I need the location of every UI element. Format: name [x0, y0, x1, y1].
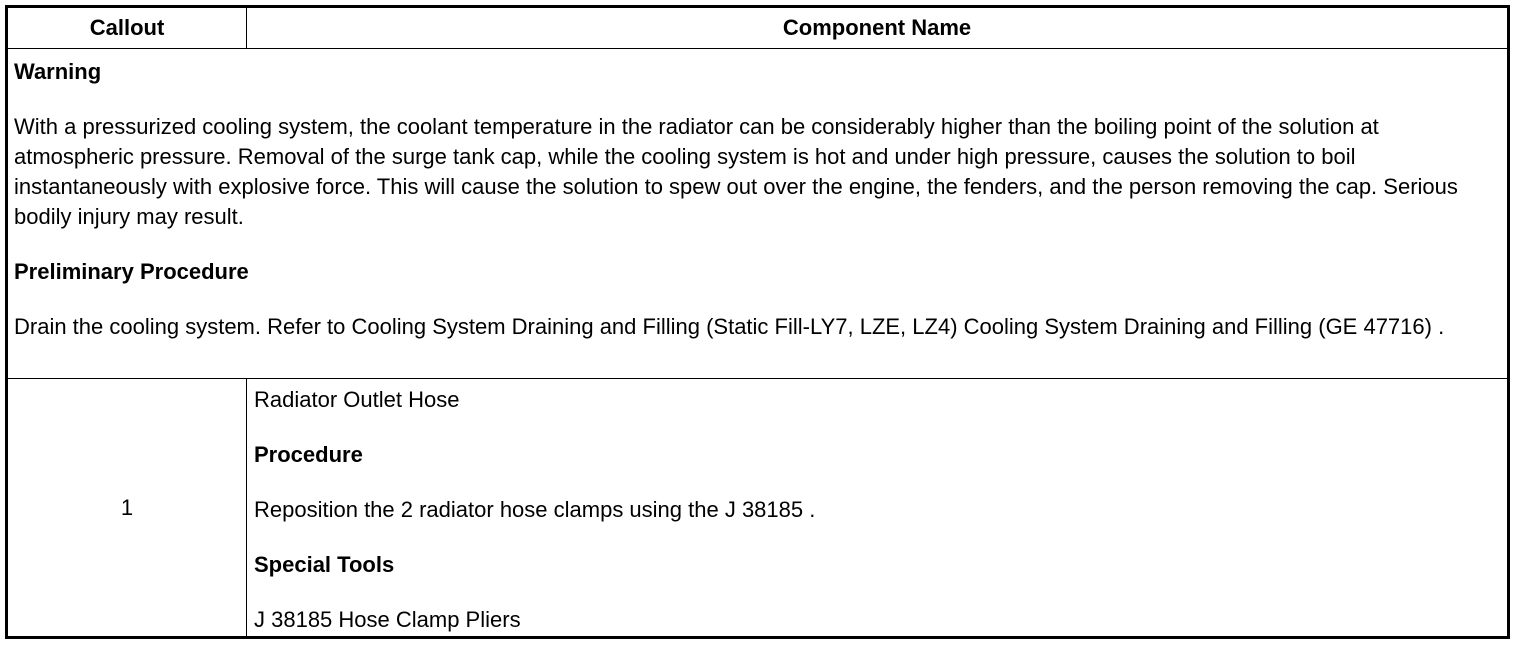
procedure-text: Reposition the 2 radiator hose clamps using the J 38185 . — [254, 497, 816, 522]
component-name: Radiator Outlet Hose — [254, 387, 460, 412]
component-cell — [247, 379, 1509, 638]
procedure-table — [5, 5, 1510, 639]
header-component-name: Component Name — [247, 7, 1509, 49]
header-row — [7, 7, 1509, 49]
special-tools-heading: Special Tools — [254, 552, 395, 577]
table-row — [7, 379, 1509, 638]
info-cell — [7, 49, 1509, 379]
warning-heading: Warning — [14, 59, 102, 84]
header-callout: Callout — [7, 7, 247, 49]
procedure-heading: Procedure — [254, 442, 363, 467]
preliminary-text: Drain the cooling system. Refer to Cooling System Draining and Filling (Static Fill-LY7, LZE, LZ4) Cooling System Draining and Filling (GE 47716) . — [14, 314, 1445, 339]
warning-text: With a pressurized cooling system, the coolant temperature in the radiator can be considerably higher than the boiling point of the solution at atmospheric pressure. Removal of the surge tank cap, while the cooling system is hot and under high pressure, causes the solution to boil instantaneously with explosive force. This will cause the solution to spew out over the engine, the fenders, and the person removing the cap. Serious bodily injury may result. — [14, 114, 1458, 229]
callout-number: 1 — [7, 379, 247, 638]
preliminary-heading: Preliminary Procedure — [14, 259, 249, 284]
info-row — [7, 49, 1509, 379]
special-tools-text: J 38185 Hose Clamp Pliers — [254, 607, 521, 632]
